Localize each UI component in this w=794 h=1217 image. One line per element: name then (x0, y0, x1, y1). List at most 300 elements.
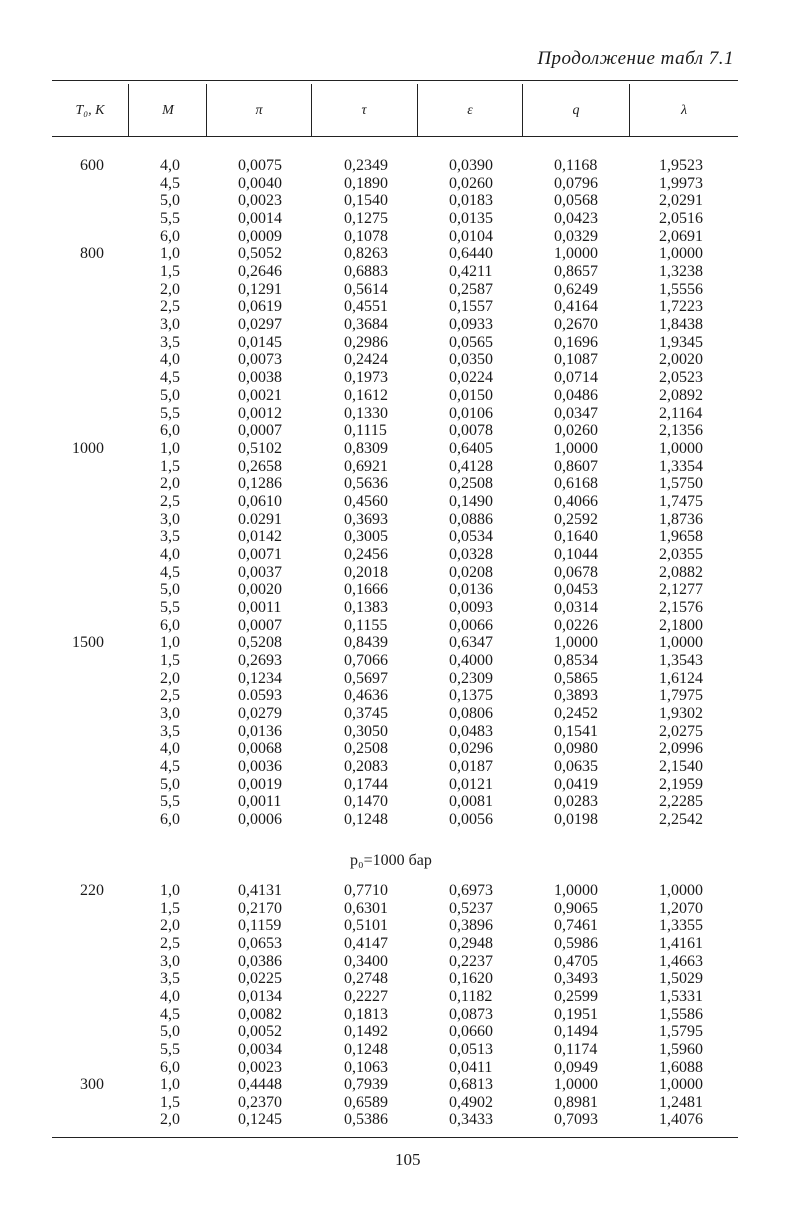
table-row (0, 900, 794, 918)
cell-q: 0,0329 (554, 227, 598, 245)
header-t0: T₀, K (75, 103, 105, 118)
cell-tau: 0,4147 (344, 934, 388, 952)
cell-pi: 0,2370 (238, 1093, 282, 1111)
cell-lam: 1,4161 (659, 934, 703, 952)
cell-m: 1,0 (160, 634, 180, 652)
cell-tau: 0,4560 (344, 492, 388, 510)
cell-eps: 0,3433 (449, 1111, 493, 1129)
cell-q: 0,5865 (554, 669, 598, 687)
cell-lam: 1,8438 (659, 316, 703, 334)
cell-tau: 0,7939 (344, 1076, 388, 1094)
cell-eps: 0,0183 (449, 192, 493, 210)
cell-lam: 1,2481 (659, 1093, 703, 1111)
cell-eps: 0,0873 (449, 1005, 493, 1023)
cell-q: 0,8607 (554, 457, 598, 475)
cell-pi: 0,0020 (238, 581, 282, 599)
cell-eps: 0,6440 (449, 245, 493, 263)
cell-lam: 2,0892 (659, 386, 703, 404)
cell-tau: 0,7066 (344, 652, 388, 670)
table-row (0, 1023, 794, 1041)
cell-m: 4,5 (160, 369, 180, 387)
cell-m: 4,5 (160, 758, 180, 776)
cell-pi: 0,0297 (238, 316, 282, 334)
cell-q: 0,1174 (554, 1040, 598, 1058)
cell-pi: 0,5102 (238, 439, 282, 457)
cell-q: 0,8657 (554, 263, 598, 281)
cell-pi: 0,2170 (238, 899, 282, 917)
cell-m: 1,0 (160, 882, 180, 899)
cell-q: 0,8534 (554, 652, 598, 670)
cell-q: 1,0000 (554, 245, 598, 263)
cell-lam: 1,5556 (659, 280, 703, 298)
table-row (0, 281, 794, 299)
cell-eps: 0,0260 (449, 174, 493, 192)
cell-tau: 0,1115 (344, 422, 387, 440)
cell-eps: 0,0350 (449, 351, 493, 369)
cell-q: 0,0949 (554, 1058, 598, 1076)
cell-pi: 0,0145 (238, 333, 282, 351)
header-tau: τ (361, 103, 367, 118)
table-top-rule (52, 80, 738, 81)
cell-eps: 0,0121 (449, 775, 493, 793)
cell-eps: 0,6973 (449, 882, 493, 899)
cell-tau: 0,1330 (344, 404, 388, 422)
table-row (0, 953, 794, 971)
cell-m: 2,5 (160, 298, 180, 316)
cell-m: 2,5 (160, 687, 180, 705)
cell-tau: 0,1492 (344, 1023, 388, 1041)
cell-eps: 0,0534 (449, 528, 493, 546)
table-row (0, 564, 794, 582)
cell-q: 0,0198 (554, 811, 598, 829)
cell-pi: 0,0007 (238, 616, 282, 634)
cell-lam: 1,5029 (659, 970, 703, 988)
cell-eps: 0,4211 (449, 263, 493, 281)
cell-tau: 0,2456 (344, 545, 388, 563)
cell-eps: 0,0513 (449, 1040, 493, 1058)
cell-m: 2,5 (160, 492, 180, 510)
cell-q: 0,4164 (554, 298, 598, 316)
cell-eps: 0,2508 (449, 475, 493, 493)
cell-tau: 0,1470 (344, 793, 388, 811)
cell-tau: 0,6883 (344, 263, 388, 281)
cell-lam: 2,0355 (659, 545, 703, 563)
cell-tau: 0,5614 (344, 280, 388, 298)
cell-eps: 0,0081 (449, 793, 493, 811)
table-row (0, 917, 794, 935)
table-row (0, 970, 794, 988)
cell-pi: 0,0075 (238, 157, 282, 174)
cell-q: 0,1087 (554, 351, 598, 369)
table-row (0, 687, 794, 705)
table-row (0, 882, 794, 900)
cell-tau: 0,1248 (344, 1040, 388, 1058)
cell-pi: 0,0036 (238, 758, 282, 776)
cell-tau: 0,1275 (344, 210, 388, 228)
cell-lam: 2,0291 (659, 192, 703, 210)
cell-q: 1,0000 (554, 1076, 598, 1094)
table-row (0, 210, 794, 228)
cell-q: 0,0314 (554, 599, 598, 616)
cell-q: 0,1494 (554, 1023, 598, 1041)
cell-q: 0,0796 (554, 174, 598, 192)
cell-pi: 0,0068 (238, 740, 282, 758)
table-row (0, 811, 794, 829)
cell-m: 6,0 (160, 616, 180, 634)
table-caption: Продолжение табл 7.1 (537, 48, 734, 69)
table-row (0, 351, 794, 369)
cell-m: 5,5 (160, 404, 180, 422)
cell-m: 2,0 (160, 917, 180, 935)
cell-tau: 0,2018 (344, 563, 388, 581)
cell-q: 0,0226 (554, 616, 598, 634)
cell-lam: 2,1540 (659, 758, 703, 776)
cell-lam: 1,0000 (659, 439, 703, 457)
cell-q: 0,0453 (554, 581, 598, 599)
cell-q: 0,1541 (554, 722, 598, 740)
cell-eps: 0,0187 (449, 758, 493, 776)
cell-pi: 0,0619 (238, 298, 282, 316)
table-row (0, 599, 794, 617)
cell-m: 4,5 (160, 1005, 180, 1023)
table-row (0, 192, 794, 210)
cell-tau: 0,1078 (344, 227, 388, 245)
column-divider (311, 84, 312, 136)
cell-q: 0,0419 (554, 775, 598, 793)
table-row (0, 776, 794, 794)
cell-pi: 0,0136 (238, 722, 282, 740)
cell-eps: 0,0933 (449, 316, 493, 334)
table-row (0, 1076, 794, 1094)
cell-tau: 0,8263 (344, 245, 388, 263)
cell-m: 3,0 (160, 952, 180, 970)
cell-q: 0,0347 (554, 404, 598, 422)
cell-tau: 0,5386 (344, 1111, 388, 1129)
cell-m: 5,0 (160, 386, 180, 404)
cell-q: 0,0635 (554, 758, 598, 776)
cell-pi: 0,4448 (238, 1076, 282, 1094)
cell-eps: 0,0093 (449, 599, 493, 616)
cell-pi: 0,0034 (238, 1040, 282, 1058)
cell-eps: 0,4902 (449, 1093, 493, 1111)
cell-lam: 1,3355 (659, 917, 703, 935)
cell-q: 0,3493 (554, 970, 598, 988)
table-row (0, 369, 794, 387)
cell-lam: 2,2542 (659, 811, 703, 829)
cell-lam: 2,1277 (659, 581, 703, 599)
cell-tau: 0,1744 (344, 775, 388, 793)
cell-m: 5,5 (160, 1040, 180, 1058)
cell-pi: 0,0142 (238, 528, 282, 546)
cell-tau: 0,2083 (344, 758, 388, 776)
table-row (0, 458, 794, 476)
cell-eps: 0,0483 (449, 722, 493, 740)
cell-m: 6,0 (160, 227, 180, 245)
table-bottom-rule (52, 1137, 738, 1138)
table-row (0, 1006, 794, 1024)
cell-pi: 0,0006 (238, 811, 282, 829)
header-lambda: λ (680, 103, 688, 118)
cell-q: 0,3893 (554, 687, 598, 705)
column-divider (417, 84, 418, 136)
cell-m: 6,0 (160, 811, 180, 829)
cell-tau: 0,3400 (344, 952, 388, 970)
column-divider (206, 84, 207, 136)
cell-lam: 2,2285 (659, 793, 703, 811)
cell-t0: 1000 (72, 439, 104, 457)
cell-lam: 1,0000 (659, 882, 703, 899)
cell-pi: 0,0082 (238, 1005, 282, 1023)
cell-q: 0,2592 (554, 510, 598, 528)
cell-eps: 0,0886 (449, 510, 493, 528)
cell-lam: 1,6088 (659, 1058, 703, 1076)
cell-m: 4,0 (160, 157, 180, 174)
cell-eps: 0,4000 (449, 652, 493, 670)
cell-lam: 1,9345 (659, 333, 703, 351)
cell-lam: 1,9658 (659, 528, 703, 546)
cell-eps: 0,1182 (449, 987, 493, 1005)
cell-eps: 0,0208 (449, 563, 493, 581)
page-number: 105 (395, 1150, 421, 1169)
table-row (0, 723, 794, 741)
cell-m: 1,0 (160, 245, 180, 263)
cell-eps: 0,2237 (449, 952, 493, 970)
cell-m: 3,0 (160, 705, 180, 723)
cell-q: 0,2452 (554, 705, 598, 723)
cell-lam: 1,3354 (659, 457, 703, 475)
cell-pi: 0,0019 (238, 775, 282, 793)
cell-m: 3,0 (160, 510, 180, 528)
cell-t0: 600 (80, 157, 104, 174)
cell-q: 1,0000 (554, 634, 598, 652)
table-row (0, 1094, 794, 1112)
cell-eps: 0,2948 (449, 934, 493, 952)
cell-pi: 0,0012 (238, 404, 282, 422)
cell-pi: 0,0071 (238, 545, 282, 563)
cell-lam: 1,3238 (659, 263, 703, 281)
cell-lam: 2,1164 (659, 404, 703, 422)
header-m: M (162, 103, 174, 118)
cell-m: 5,5 (160, 793, 180, 811)
cell-pi: 0,5208 (238, 634, 282, 652)
table-row (0, 1111, 794, 1129)
cell-lam: 1,4076 (659, 1111, 703, 1129)
cell-m: 5,0 (160, 192, 180, 210)
cell-m: 3,5 (160, 528, 180, 546)
cell-lam: 1,9523 (659, 157, 703, 174)
cell-eps: 0,0066 (449, 616, 493, 634)
cell-tau: 0,5636 (344, 475, 388, 493)
cell-pi: 0,0021 (238, 386, 282, 404)
cell-eps: 0,0056 (449, 811, 493, 829)
cell-eps: 0,0135 (449, 210, 493, 228)
table-row (0, 422, 794, 440)
cell-lam: 1,3543 (659, 652, 703, 670)
cell-lam: 2,1356 (659, 422, 703, 440)
cell-tau: 0,8439 (344, 634, 388, 652)
cell-q: 0,8981 (554, 1093, 598, 1111)
cell-tau: 0,1813 (344, 1005, 388, 1023)
cell-eps: 0,1557 (449, 298, 493, 316)
table-row (0, 1059, 794, 1077)
table-row (0, 475, 794, 493)
table-row (0, 1041, 794, 1059)
cell-tau: 0,2986 (344, 333, 388, 351)
table-row (0, 263, 794, 281)
cell-eps: 0,3896 (449, 917, 493, 935)
cell-eps: 0,0150 (449, 386, 493, 404)
column-divider (128, 84, 129, 136)
table-row (0, 298, 794, 316)
cell-q: 0,9065 (554, 899, 598, 917)
cell-eps: 0,0078 (449, 422, 493, 440)
column-divider (522, 84, 523, 136)
cell-lam: 2,1800 (659, 616, 703, 634)
cell-pi: 0,0037 (238, 563, 282, 581)
cell-lam: 1,5331 (659, 987, 703, 1005)
cell-eps: 0,0390 (449, 157, 493, 174)
cell-q: 0,1640 (554, 528, 598, 546)
cell-pi: 0,0386 (238, 952, 282, 970)
cell-lam: 2,0996 (659, 740, 703, 758)
cell-tau: 0,4551 (344, 298, 388, 316)
cell-tau: 0,1383 (344, 599, 388, 616)
cell-m: 5,5 (160, 599, 180, 616)
cell-tau: 0,2349 (344, 157, 388, 174)
cell-lam: 2,0691 (659, 227, 703, 245)
cell-lam: 2,1576 (659, 599, 703, 616)
cell-tau: 0,5101 (344, 917, 388, 935)
table-row (0, 157, 794, 175)
cell-m: 2,0 (160, 669, 180, 687)
cell-pi: 0,0225 (238, 970, 282, 988)
table-row (0, 705, 794, 723)
cell-m: 4,0 (160, 545, 180, 563)
table-row (0, 546, 794, 564)
table-row (0, 245, 794, 263)
column-divider (629, 84, 630, 136)
cell-eps: 0,0565 (449, 333, 493, 351)
cell-tau: 0,6589 (344, 1093, 388, 1111)
cell-tau: 0,1063 (344, 1058, 388, 1076)
cell-t0: 300 (80, 1076, 104, 1094)
cell-tau: 0,1248 (344, 811, 388, 829)
cell-q: 0,4066 (554, 492, 598, 510)
cell-eps: 0,6347 (449, 634, 493, 652)
cell-eps: 0,6405 (449, 439, 493, 457)
cell-lam: 1,4663 (659, 952, 703, 970)
cell-q: 1,0000 (554, 439, 598, 457)
cell-tau: 0,5697 (344, 669, 388, 687)
cell-tau: 0,1540 (344, 192, 388, 210)
cell-m: 6,0 (160, 1058, 180, 1076)
table-row (0, 793, 794, 811)
cell-m: 3,5 (160, 970, 180, 988)
cell-m: 4,0 (160, 740, 180, 758)
cell-m: 1,5 (160, 457, 180, 475)
cell-lam: 1,6124 (659, 669, 703, 687)
header-q: q (572, 103, 580, 118)
section-subheading: p₀=1000 бар (350, 852, 432, 869)
cell-eps: 0,6813 (449, 1076, 493, 1094)
cell-tau: 0,3684 (344, 316, 388, 334)
cell-eps: 0,0806 (449, 705, 493, 723)
cell-m: 2,0 (160, 1111, 180, 1129)
cell-pi: 0,0011 (238, 793, 282, 811)
cell-tau: 0,1666 (344, 581, 388, 599)
cell-eps: 0,0106 (449, 404, 493, 422)
cell-eps: 0,0328 (449, 545, 493, 563)
cell-pi: 0,0610 (238, 492, 282, 510)
cell-lam: 1,7475 (659, 492, 703, 510)
cell-tau: 0,3005 (344, 528, 388, 546)
cell-lam: 1,9302 (659, 705, 703, 723)
cell-lam: 1,5586 (659, 1005, 703, 1023)
cell-t0: 220 (80, 882, 104, 899)
cell-pi: 0,0040 (238, 174, 282, 192)
table-row (0, 634, 794, 652)
cell-q: 0,1044 (554, 545, 598, 563)
table-row (0, 175, 794, 193)
cell-m: 1,5 (160, 652, 180, 670)
cell-q: 0,6168 (554, 475, 598, 493)
cell-q: 0,0260 (554, 422, 598, 440)
cell-pi: 0,2646 (238, 263, 282, 281)
cell-pi: 0.0291 (238, 510, 282, 528)
cell-eps: 0,2309 (449, 669, 493, 687)
cell-tau: 0,6921 (344, 457, 388, 475)
table-row (0, 670, 794, 688)
cell-m: 6,0 (160, 422, 180, 440)
cell-m: 3,5 (160, 722, 180, 740)
cell-m: 1,5 (160, 1093, 180, 1111)
cell-lam: 2,0882 (659, 563, 703, 581)
table-row (0, 935, 794, 953)
table-row (0, 581, 794, 599)
cell-q: 0,2670 (554, 316, 598, 334)
cell-pi: 0,0011 (238, 599, 282, 616)
cell-q: 0,7093 (554, 1111, 598, 1129)
cell-m: 5,0 (160, 1023, 180, 1041)
table-row (0, 617, 794, 635)
cell-pi: 0,0052 (238, 1023, 282, 1041)
cell-q: 1,0000 (554, 882, 598, 899)
cell-lam: 2,0275 (659, 722, 703, 740)
cell-q: 0,6249 (554, 280, 598, 298)
cell-t0: 1500 (72, 634, 104, 652)
table-row (0, 387, 794, 405)
cell-m: 1,5 (160, 263, 180, 281)
cell-eps: 0,0136 (449, 581, 493, 599)
cell-q: 0,0980 (554, 740, 598, 758)
cell-q: 0,1168 (554, 157, 598, 174)
cell-lam: 1,9973 (659, 174, 703, 192)
cell-q: 0,0283 (554, 793, 598, 811)
cell-m: 2,5 (160, 934, 180, 952)
cell-q: 0,0486 (554, 386, 598, 404)
cell-lam: 1,0000 (659, 634, 703, 652)
cell-q: 0,0423 (554, 210, 598, 228)
table-row (0, 334, 794, 352)
cell-t0: 800 (80, 245, 104, 263)
cell-m: 1,0 (160, 439, 180, 457)
cell-lam: 1,0000 (659, 1076, 703, 1094)
cell-tau: 0,1612 (344, 386, 388, 404)
cell-tau: 0,2748 (344, 970, 388, 988)
cell-lam: 1,7975 (659, 687, 703, 705)
cell-eps: 0,0660 (449, 1023, 493, 1041)
cell-pi: 0,2693 (238, 652, 282, 670)
